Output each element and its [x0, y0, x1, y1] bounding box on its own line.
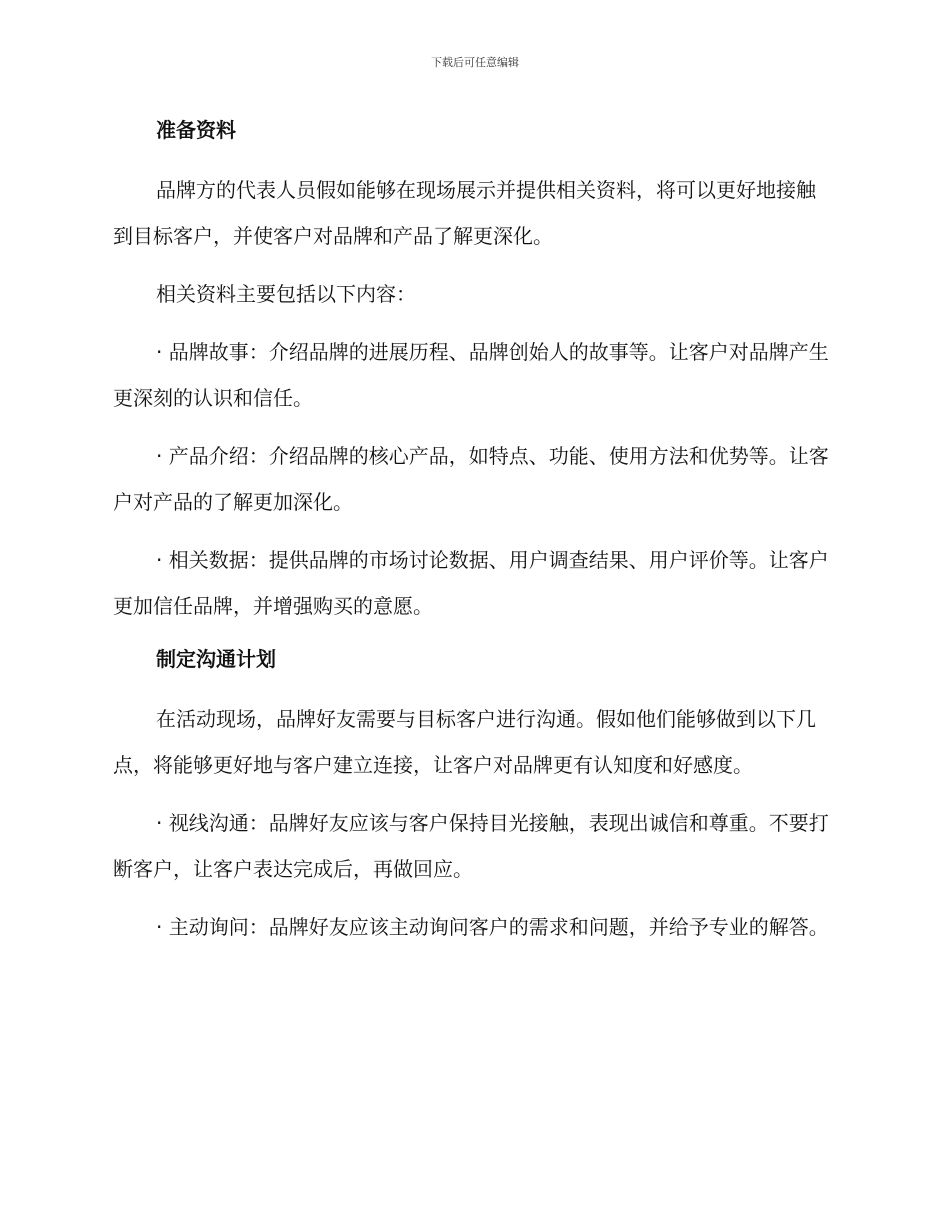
bullet-related-data: · 相关数据：提供品牌的市场讨论数据、用户调查结果、用户评价等。让客户更加信任品牌，并增强购买的意愿。 — [113, 548, 829, 618]
header-note: 下载后可任意编辑 — [431, 56, 519, 69]
bullet-active-inquiry: · 主动询问：品牌好友应该主动询问客户的需求和问题，并给予专业的解答。 — [156, 915, 829, 939]
section-heading-prepare-materials: 准备资料 — [156, 118, 236, 142]
section-heading-communication-plan: 制定沟通计划 — [156, 647, 276, 671]
bullet-eye-contact: · 视线沟通：品牌好友应该与客户保持目光接触，表现出诚信和尊重。不要打断客户，让客户表达完成后，再做回应。 — [113, 811, 829, 881]
document-body — [113, 110, 833, 950]
paragraph-prepare-intro: 品牌方的代表人员假如能够在现场展示并提供相关资料，将可以更好地接触到目标客户，并使客户对品牌和产品了解更深化。 — [113, 178, 816, 248]
paragraph-materials-lead: 相关资料主要包括以下内容： — [156, 282, 416, 306]
bullet-brand-story: · 品牌故事：介绍品牌的进展历程、品牌创始人的故事等。让客户对品牌产生更深刻的认识和信任。 — [113, 340, 829, 410]
bullet-product-intro: · 产品介绍：介绍品牌的核心产品，如特点、功能、使用方法和优势等。让客户对产品的了解更加深化。 — [113, 444, 829, 514]
paragraph-plan-intro: 在活动现场，品牌好友需要与目标客户进行沟通。假如他们能够做到以下几点，将能够更好地与客户建立连接，让客户对品牌更有认知度和好感度。 — [113, 707, 816, 777]
